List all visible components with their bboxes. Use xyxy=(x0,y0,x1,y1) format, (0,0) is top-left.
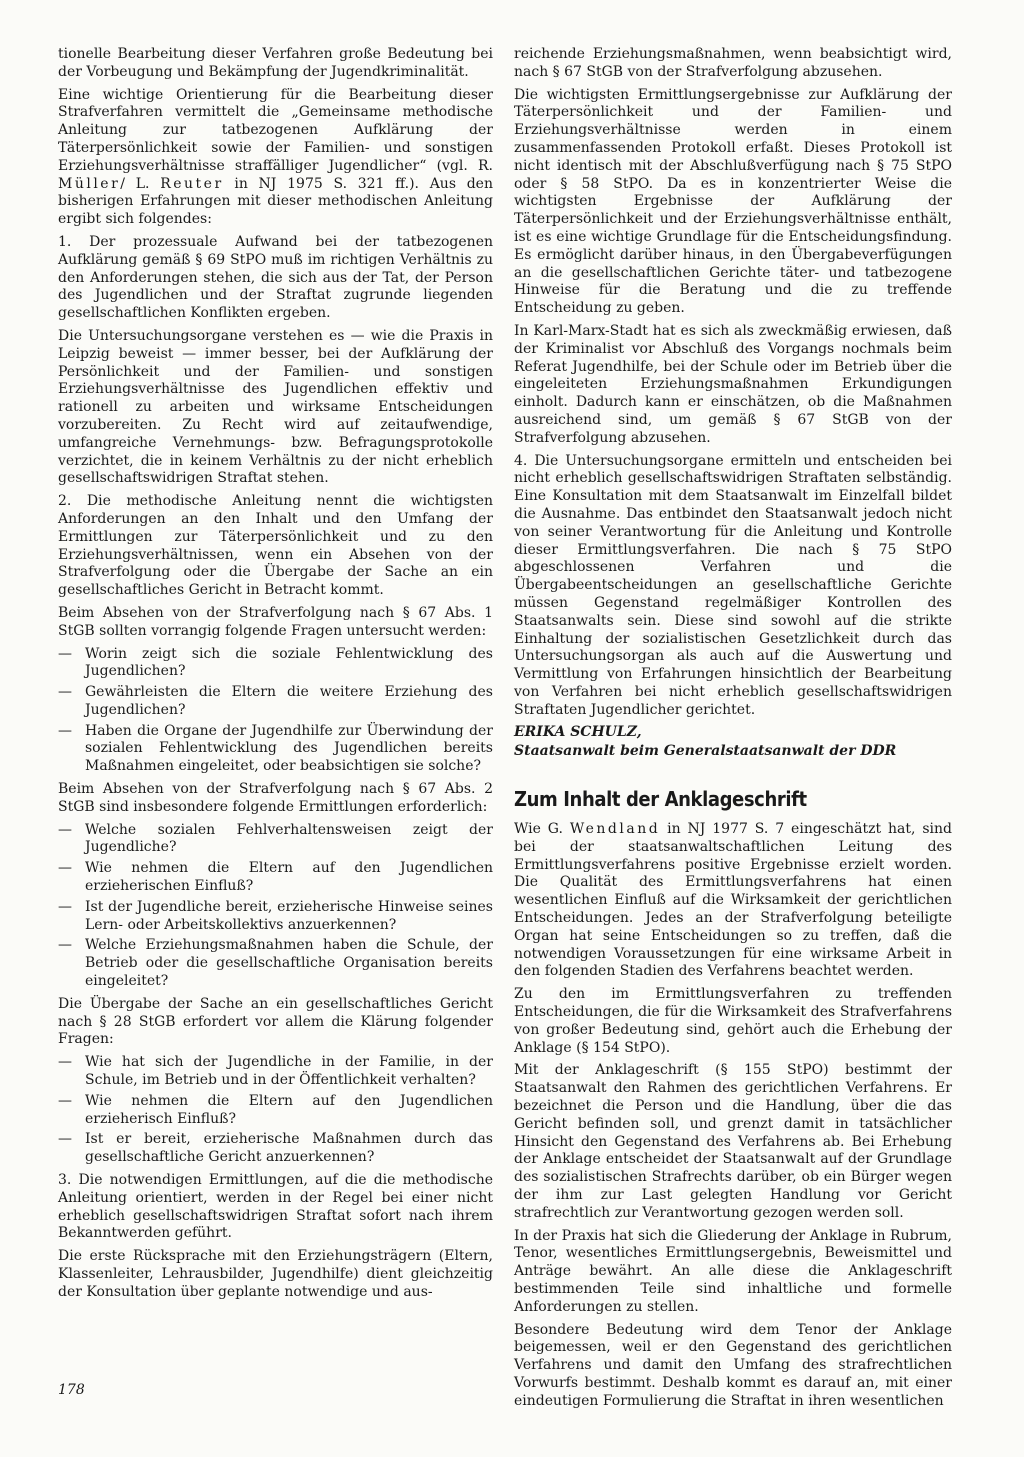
list-item: — Haben die Organe der Jugendhilfe zur Überwindung der sozialen Fehlentwicklung des Jugendlichen bereits Maßnahmen eingeleitet, oder beabsichtigen sie solche? xyxy=(58,723,493,776)
list-item: — Wie nehmen die Eltern auf den Jugendlichen erzieherischen Einfluß? xyxy=(58,860,493,896)
paragraph: 3. Die notwendigen Ermittlungen, auf die die methodische Anleitung orientiert, werden in der Regel bei einer nicht erheblich gesellschaftswidrigen Straftat sofort nach ihrem Bekanntwerden geführt. xyxy=(58,1172,493,1242)
paragraph: Die wichtigsten Ermittlungsergebnisse zur Aufklärung der Täterpersönlichkeit und der Familien- und Erziehungsverhältnisse werden in einem zusammenfassenden Protokoll erfaßt. Dieses Protokoll ist nicht identisch mit der Abschlußverfügung nach § 75 StPO oder § 58 StPO. Da es in konzentrierter Weise die wichtigsten Ergebnisse der Aufklärung der Täterpersönlichkeit und der Erziehungsverhältnisse enthält, ist es eine wichtige Grundlage für die Entscheidungsfindung. Es ermöglicht darüber hinaus, in den Übergabeverfügungen an die gesellschaftlichen Gerichte täter- und tatbezogene Hinweise für die Beratung und die zu treffende Entscheidung zu geben. xyxy=(514,86,952,317)
paragraph: Die Übergabe der Sache an ein gesellschaftliches Gericht nach § 28 StGB erfordert vor allem die Klärung folgender Fragen: xyxy=(58,995,493,1048)
paragraph: 2. Die methodische Anleitung nennt die wichtigsten Anforderungen an den Inhalt und den Umfang der Ermittlungen zur Täterpersönlichkeit und zu den Erziehungsverhältnissen, wenn ein Absehen von der Strafverfolgung oder die Übergabe der Sache an ein gesellschaftliches Gericht in Betracht kommt. xyxy=(58,493,493,599)
question-list xyxy=(58,1054,493,1167)
paragraph xyxy=(58,87,493,229)
author-name-spaced: Wendland xyxy=(569,821,661,838)
page-number: 178 xyxy=(58,1382,85,1398)
text-run: / L. xyxy=(120,175,161,192)
author-name-spaced: Müller xyxy=(58,175,121,192)
paragraph: 1. Der prozessuale Aufwand bei der tatbezogenen Aufklärung gemäß § 69 StPO muß im richtigen Verhältnis zu den Anforderungen stehen, die sich aus der Tat, der Person des Jugendlichen und der Straftat zugrunde liegenden gesellschaftlichen Konflikten ergeben. xyxy=(58,233,493,322)
paragraph: Die Untersuchungsorgane verstehen es — wie die Praxis in Leipzig beweist — immer besser, bei der Aufklärung der Persönlichkeit und der Familien- und sonstigen Erziehungsverhältnisse des Jugendlichen effektiv und rationell zu arbeiten und wirksame Entscheidungen vorzubereiten. Zu Recht wird auf zeitaufwendige, umfangreiche Vernehmungs- bzw. Befragungsprotokolle verzichtet, die in keinem Verhältnis zu der nicht erheblich gesellschaftswidrigen Straftat stehen. xyxy=(58,327,493,487)
text-run: Eine wichtige Orientierung für die Bearbeitung dieser Strafverfahren vermittelt die „Gemeinsame methodische Anleitung zur tatbezogenen Aufklärung der Täterpersönlichkeit sowie der Familien- und sonstigen Erziehungsverhältnisse straffälliger Jugendlicher“ (vgl. R. xyxy=(58,86,493,174)
author-name: ERIKA SCHULZ, xyxy=(514,724,642,741)
list-item: — Wie hat sich der Jugendliche in der Familie, in der Schule, im Betrieb und in der Öffentlichkeit verhalten? xyxy=(58,1054,493,1090)
list-item: — Welche sozialen Fehlverhaltensweisen zeigt der Jugendliche? xyxy=(58,822,493,858)
list-item: — Welche Erziehungsmaßnahmen haben die Schule, der Betrieb oder die gesellschaftliche Organisation bereits eingeleitet? xyxy=(58,937,493,990)
paragraph xyxy=(514,821,952,981)
author-signature xyxy=(514,724,952,761)
question-list xyxy=(58,646,493,777)
paragraph: Zu den im Ermittlungsverfahren zu treffenden Entscheidungen, die für die Wirksamkeit des Strafverfahrens von großer Bedeutung sind, gehört auch die Erhebung der Anklage (§ 154 StPO). xyxy=(514,986,952,1056)
author-name-spaced: Reuter xyxy=(160,175,224,192)
paragraph: In Karl-Marx-Stadt hat es sich als zweckmäßig erwiesen, daß der Kriminalist vor Abschluß des Vorgangs nochmals beim Referat Jugendhilfe, bei der Schule oder im Betrieb über die eingeleiteten Erziehungsmaßnahmen Erkundigungen einholt. Dadurch kann er einschätzen, ob die Maßnahmen ausreichend sind, um gemäß § 67 StGB von der Strafverfolgung abzusehen. xyxy=(514,322,952,446)
paragraph: 4. Die Untersuchungsorgane ermitteln und entscheiden bei nicht erheblich gesellschaftswidrigen Straftaten selbständig. Eine Konsultation mit dem Staatsanwalt im Einzelfall bildet die Ausnahme. Das entbindet den Staatsanwalt jedoch nicht von seiner Verantwortung für die Anleitung und Kontrolle dieser Ermittlungsverfahren. Die nach § 75 StPO abgeschlossenen Verfahren und die Übergabeentscheidungen an gesellschaftliche Gerichte müssen Gegenstand regelmäßiger Kontrollen des Staatsanwalts sein. Diese sind sowohl auf die strikte Einhaltung der sozialistischen Gesetzlichkeit durch das Untersuchungsorgan als auch auf die Auswertung und Vermittlung von Erfahrungen hinsichtlich der Bearbeitung von Verfahren bei nicht erheblich gesellschaftswidrigen Straftaten Jugendlicher gerichtet. xyxy=(514,452,952,718)
paragraph: Beim Absehen von der Strafverfolgung nach § 67 Abs. 1 StGB sollten vorrangig folgende Fragen untersucht werden: xyxy=(58,604,493,639)
author-title: Staatsanwalt beim Generalstaatsanwalt der DDR xyxy=(514,743,897,760)
paragraph: reichende Erziehungsmaßnahmen, wenn beabsichtigt wird, nach § 67 StGB von der Strafverfolgung abzusehen. xyxy=(514,46,952,80)
list-item: — Worin zeigt sich die soziale Fehlentwicklung des Jugendlichen? xyxy=(58,646,493,682)
left-column xyxy=(58,46,493,1307)
list-item: — Ist er bereit, erzieherische Maßnahmen durch das gesellschaftliche Gericht anzuerkennen? xyxy=(58,1131,493,1167)
paragraph: tionelle Bearbeitung dieser Verfahren große Bedeutung bei der Vorbeugung und Bekämpfung der Jugendkriminalität. xyxy=(58,46,493,80)
question-list xyxy=(58,822,493,991)
paragraph: Mit der Anklageschrift (§ 155 StPO) bestimmt der Staatsanwalt den Rahmen des gerichtlichen Verfahrens. Er bezeichnet die Person und die Handlung, über die das Gericht befinden soll, und grenzt damit in tatsächlicher Hinsicht den Gegenstand des Verfahrens ab. Bei Erhebung der Anklage entscheidet der Staatsanwalt auf der Grundlage des sozialistischen Strafrechts darüber, ob ein Bürger wegen der ihm zur Last gelegten Handlung vor Gericht strafrechtlich zur Verantwortung gezogen werden soll. xyxy=(514,1062,952,1221)
text-run: Wie G. xyxy=(514,821,570,838)
right-column xyxy=(514,46,952,1416)
section-heading: Zum Inhalt der Anklageschrift xyxy=(514,787,807,812)
text-run: in NJ 1975 S. 321 ff.). Aus den bisherigen Erfahrungen mit dieser methodischen Anleitung ergibt sich folgendes: xyxy=(58,175,493,228)
list-item: — Wie nehmen die Eltern auf den Jugendlichen erzieherisch Einfluß? xyxy=(58,1093,493,1129)
list-item: — Gewährleisten die Eltern die weitere Erziehung des Jugendlichen? xyxy=(58,684,493,720)
text-run: in NJ 1977 S. 7 eingeschätzt hat, sind bei der staatsanwaltschaftlichen Leitung des Ermittlungsverfahrens positive Ergebnisse erzielt worden. Die Qualität des Ermittlungsverfahrens hat einen wesentlichen Einfluß auf die Wirksamkeit der gerichtlichen Entscheidungen. Jedes an der Strafverfolgung beteiligte Organ hat seine Entscheidungen so zu treffen, daß die notwendigen Voraussetzungen für eine wirksame Arbeit in den folgenden Stadien des Verfahrens beachtet werden. xyxy=(514,821,952,980)
paragraph: Besondere Bedeutung wird dem Tenor der Anklage beigemessen, weil er den Gegenstand des gerichtlichen Verfahrens und damit den Umfang des strafrechtlichen Vorwurfs bestimmt. Deshalb kommt es darauf an, mit einer eindeutigen Formulierung die Straftat in ihren wesentlichen xyxy=(514,1321,952,1409)
list-item: — Ist der Jugendliche bereit, erzieherische Hinweise seines Lern- oder Arbeitskollektivs anzuerkennen? xyxy=(58,899,493,935)
paragraph: Die erste Rücksprache mit den Erziehungsträgern (Eltern, Klassenleiter, Lehrausbilder, Jugendhilfe) dient gleichzeitig der Konsultation über geplante notwendige und aus- xyxy=(58,1248,493,1300)
paragraph: Beim Absehen von der Strafverfolgung nach § 67 Abs. 2 StGB sind insbesondere folgende Ermittlungen erforderlich: xyxy=(58,781,493,815)
paragraph: In der Praxis hat sich die Gliederung der Anklage in Rubrum, Tenor, wesentliches Ermittlungsergebnis, Beweismittel und Anträge bewährt. An alle diese die Anklageschrift bestimmenden Teile sind inhaltliche und formelle Anforderungen zu stellen. xyxy=(514,1227,952,1315)
